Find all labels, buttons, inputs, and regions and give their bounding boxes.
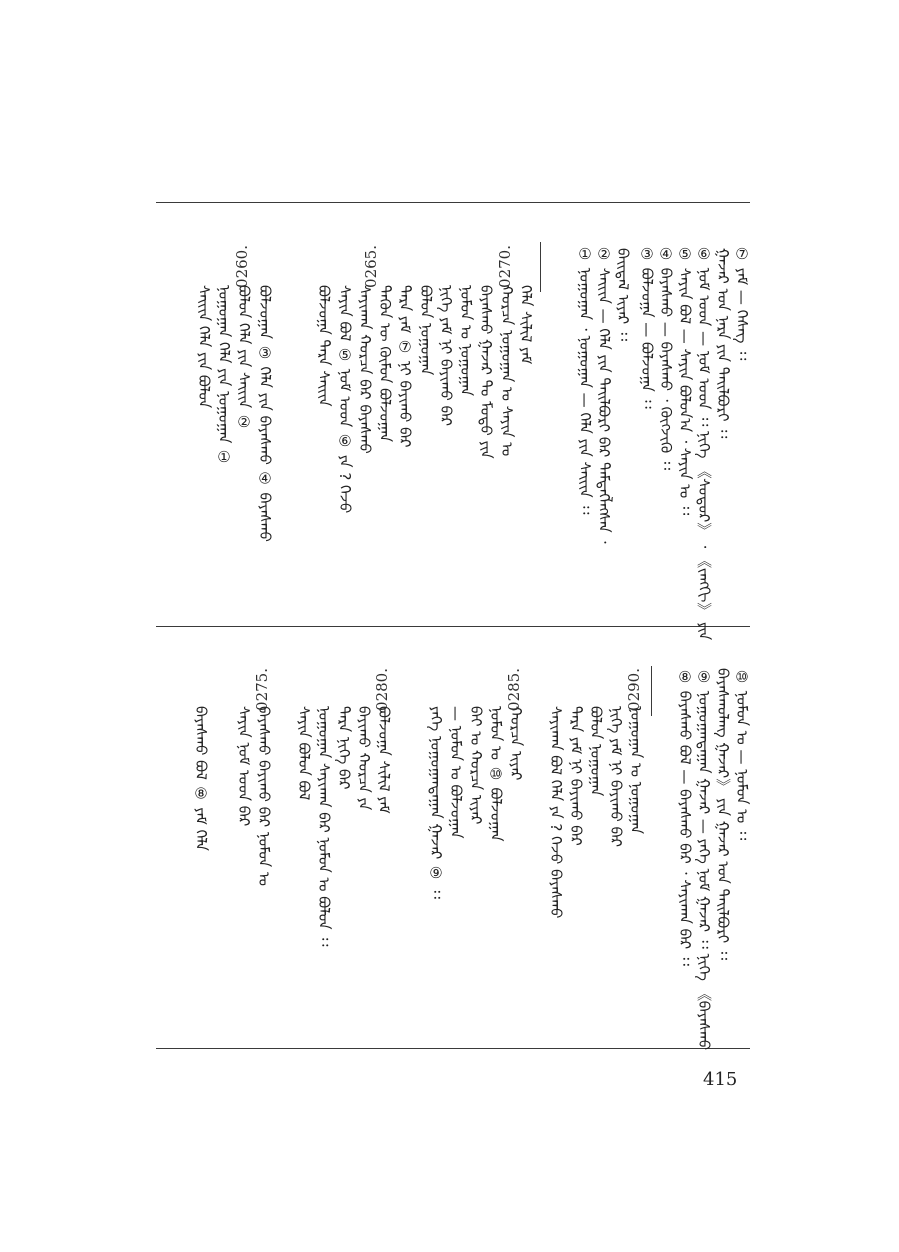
text-column: ⑧ ᠪᠠᠶᠠᠰᠬᠤ ᠪᠣᠯ — ᠪᠠᠶᠠᠰᠬᠤ ᠪᠡᠷ ᠂ ᠰᠠᠶᠢᠬᠠᠨ ᠪᠡᠷ ᠄᠄	[676, 668, 694, 966]
text-column: ᠪᠣᠯᠤᠨ ᠬᠡᠯᠡ ᠶᠢᠨ ᠰᠠᠢᠢᠨ ②	[235, 285, 253, 431]
text-column: ② ᠰᠠᠢᠢᠨ — ᠬᠡᠯᠡ ᠶᠢᠨ ᠲᠠᠢᠯᠪᠤᠷᠢ ᠪᠡᠷ ᠲᠡᠮᠳᠡᠭᠯᠡᠭᠰᠡᠨ ᠂	[595, 245, 613, 544]
verse-number: 0265.	[362, 245, 380, 288]
top-rule	[156, 202, 750, 203]
text-column: ᠨᠢᠭᠡ ᠶᠠᠮ ᠨᠢ ᠪᠠᠶᠢᠬᠤ ᠪᠡᠷ	[437, 285, 455, 427]
text-column: ᠶᠡᠬᠡ ᠨᠣᠭᠤᠭᠠᠨᠳᠠᠭᠠᠨ ᠭᠠᠵᠠᠷ ⑨ ᠄᠄	[427, 706, 445, 899]
text-column: ⑩ ᠨᠣᠮᠤᠨ ᠤ — ᠨᠣᠮᠤᠨ ᠤ ᠄᠄	[733, 668, 751, 841]
text-column: ᠪᠣᠯᠵᠣᠭᠠᠨ ③ ᠬᠡᠯᠡ ᠶᠢᠨ ᠪᠠᠶᠠᠰᠬᠤ ④ ᠪᠠᠶᠠᠰᠬᠤ	[256, 285, 274, 542]
text-column: ᠭᠠᠵᠠᠷ ᠤᠨ ᠨᠡᠷᠡ ᠶᠢᠨ ᠲᠠᠢᠯᠪᠤᠷᠢ ᠄᠄	[714, 248, 732, 439]
text-column: ᠪᠠᠢ ᠤ ᠬᠤᠷᠴᠠ ᠢᠶᠡᠷ	[467, 706, 485, 825]
verse-number: 0260.	[233, 245, 251, 288]
bottom-footnote-separator	[651, 666, 652, 716]
text-column: ᠬᠤᠷᠴᠠ ᠢᠶᠡᠷ	[507, 706, 525, 781]
text-column: ⑨ ᠨᠣᠭᠤᠭᠠᠨᠳᠠᠭᠠᠨ ᠭᠠᠵᠠᠷ — ᠶᠡᠬᠡ ᠨᠣᠮ ᠭᠠᠵᠠᠷ ᠄᠄ ᠨᠢᠭᠡ 《ᠪᠠᠶᠠᠰᠬᠤ	[695, 668, 713, 1051]
text-column: ⑤ ᠰᠠᠶᠢᠨ ᠪᠣᠯ — ᠰᠠᠶᠢᠨ ᠪᠣᠯᠤᠨ᠎ᠠ ᠂ ᠰᠠᠶᠢᠨ ᠤ ᠄᠄	[676, 245, 694, 516]
text-column: ᠪᠠᠢᠳᠠᠯ ᠢᠶᠡᠷ ᠄᠄	[614, 248, 632, 342]
text-column: ᠨᠣᠭᠤᠭᠠᠨ ᠰᠠᠶᠢᠬᠠᠨ ᠪᠡᠷ ᠨᠣᠮᠤᠨ ᠤ ᠪᠣᠯᠤᠨ ᠄᠄	[315, 706, 333, 947]
text-column: ᠨᠢᠭᠡ ᠶᠠᠮ ᠨᠢ ᠪᠠᠶᠢᠬᠤ ᠪᠡᠷ	[607, 706, 625, 848]
text-column: ᠨᠣᠮᠤᠨ ᠤ ᠨᠣᠭᠤᠭᠠᠨ	[457, 285, 475, 397]
text-column: ᠰᠠᠶᠢᠨ ᠪᠣᠯ ⑤ ᠨᠣᠮ ᠤᠳ ⑥ ᠶᠠ ? ᠭᠡᠵᠦ	[336, 285, 354, 514]
verse-number: 0270.	[496, 245, 514, 288]
bottom-rule	[156, 1048, 750, 1049]
verse-number: 0285.	[505, 668, 523, 711]
text-column: ᠪᠠᠶᠠᠰᠬᠤᠯᠠᠩ ᠭᠠᠵᠠᠷ》 ᠶᠢᠨ ᠭᠠᠵᠠᠷ ᠤᠨ ᠲᠠᠢᠯᠪᠤᠷᠢ ᠄᠄	[714, 668, 732, 961]
text-column: ④ ᠪᠠᠶᠠᠰᠬᠤ — ᠪᠠᠶᠠᠰᠬᠤ ᠂ ᠬᠥᠭᠵᠢᠬᠦ ᠄᠄	[657, 245, 675, 471]
text-column: ᠲᠡᠭᠦᠨ ᠦ ᠬᠦᠮᠦᠨ ᠪᠣᠯᠵᠣᠭᠠᠨ	[376, 285, 394, 443]
verse-number: 0280.	[373, 668, 391, 711]
text-column: ᠪᠠᠶᠠᠰᠬᠤ ᠪᠣᠯ ⑧ ᠶᠠᠮ ᠬᠡᠯᠡ	[192, 706, 210, 851]
text-column: ᠪᠠᠶᠠᠰᠬᠤ ᠪᠠᠶᠢᠬᠤ ᠪᠡᠷ ᠨᠣᠮᠤᠨ ᠤ	[255, 706, 273, 886]
text-column: ᠲᠡᠷᠡ ᠶᠠᠮ ᠨᠢ ᠪᠠᠶᠢᠬᠤ ᠪᠡᠷ	[567, 706, 585, 846]
text-column: ③ ᠪᠣᠯᠵᠣᠭᠠ — ᠪᠣᠯᠵᠣᠭᠠ ᠄᠄	[638, 245, 656, 409]
text-column: ᠪᠣᠯᠵᠣᠭᠠ ᠲᠡᠷᠡ ᠰᠠᠢᠢᠨ	[315, 285, 333, 407]
text-column: ᠪᠠᠶᠢᠬᠤ ᠬᠤᠷᠴᠠ ᠶᠠ	[355, 706, 373, 811]
text-column: ᠪᠣᠯᠵᠣᠭᠠ ᠰᠢᠯᠢᠯ ᠶᠠᠮ	[375, 706, 393, 814]
text-column: ᠰᠠᠢᠢᠨ ᠬᠡᠯᠡ ᠶᠢᠨ ᠪᠣᠯᠤᠨ	[195, 285, 213, 409]
text-column: ᠰᠠᠶᠢᠨ ᠨᠣᠮ ᠤᠳ ᠪᠡᠷ	[235, 706, 253, 827]
text-column: ᠪᠣᠯᠤᠨ ᠨᠣᠭᠤᠭᠠᠨ	[587, 706, 605, 797]
text-column: ᠬᠡᠯᠡ ᠰᠢᠯᠢᠯ ᠶᠠᠮ	[517, 285, 535, 365]
text-column: ᠨᠣᠭᠤᠭᠠᠨ ᠬᠡᠯᠡ ᠶᠢᠨ ᠨᠣᠭᠤᠭᠠᠨ ①	[215, 285, 233, 467]
text-column: ᠪᠠᠶᠠᠰᠬᠤ ᠭᠠᠵᠠᠷ ᠲᠤ ᠮᠣᠳᠣ ᠶᠢᠨ	[477, 285, 495, 459]
text-column: ᠲᠡᠷᠡ ᠶᠠᠮ ⑦ ᠨᠢ ᠪᠠᠶᠢᠬᠤ ᠪᠡᠷ	[396, 285, 414, 448]
text-column: ᠨᠣᠭᠤᠭᠠᠨ ᠤ ᠨᠣᠭᠤᠭᠠᠨ	[627, 706, 645, 835]
verse-number: 0275.	[253, 668, 271, 711]
top-footnote-separator	[540, 242, 541, 292]
verse-number: 0290.	[625, 668, 643, 711]
text-column: — ᠨᠣᠮᠤᠨ ᠤ ᠪᠣᠯᠵᠣᠭᠠᠨ	[447, 706, 465, 839]
text-column: ᠰᠠᠶᠢᠬᠠᠨ ᠬᠤᠷᠴᠠ ᠪᠡᠷ ᠪᠠᠶᠠᠰᠬᠤ	[356, 285, 374, 454]
text-column: ᠰᠠᠶᠢᠨ ᠪᠣᠯᠤᠨ ᠪᠣᠯ	[295, 706, 313, 801]
text-column: ① ᠨᠣᠭᠤᠭᠠᠨ ᠂ ᠨᠣᠭᠤᠭᠠᠨ — ᠬᠡᠯᠡ ᠶᠢᠨ ᠰᠠᠢᠢᠨ ᠄᠄	[576, 245, 594, 515]
text-column: ᠰᠠᠶᠢᠬᠠᠨ ᠪᠣᠯ ᠬᠡᠯᠡ ᠶᠠ ? ᠭᠡᠵᠦ ᠪᠠᠶᠠᠰᠬᠤ	[547, 706, 565, 919]
page-number: 415	[703, 1069, 738, 1090]
text-column: ⑦ ᠶᠠᠮ — ᠬᠡᠰᠡᠭ ᠄᠄	[733, 245, 751, 361]
text-column: ᠨᠣᠮᠤᠨ ᠤ ⑩ ᠪᠣᠯᠵᠣᠭᠠᠨ	[487, 706, 505, 842]
text-column: ᠲᠡᠷᠡ ᠨᠢᠭᠡ ᠪᠡᠷ	[335, 706, 353, 790]
text-column: ⑥ ᠨᠣᠮ ᠤᠳ — ᠨᠣᠮ ᠤᠳ ᠄᠄ ᠨᠢᠭᠡ 《ᠰᠤᠳᠤᠷ》 ᠂ 《ᠵᠠᠩᠭᠢ》 ᠶᠢᠨ	[695, 245, 713, 641]
middle-rule	[156, 626, 750, 627]
text-column: ᠪᠣᠯᠤᠨ ᠨᠣᠭᠤᠭᠠᠨ	[417, 285, 435, 376]
text-column: ᠬᠤᠷᠴᠠ ᠨᠣᠭᠤᠭᠠᠨ ᠤ ᠰᠠᠶᠢᠨ ᠤ	[498, 285, 516, 457]
